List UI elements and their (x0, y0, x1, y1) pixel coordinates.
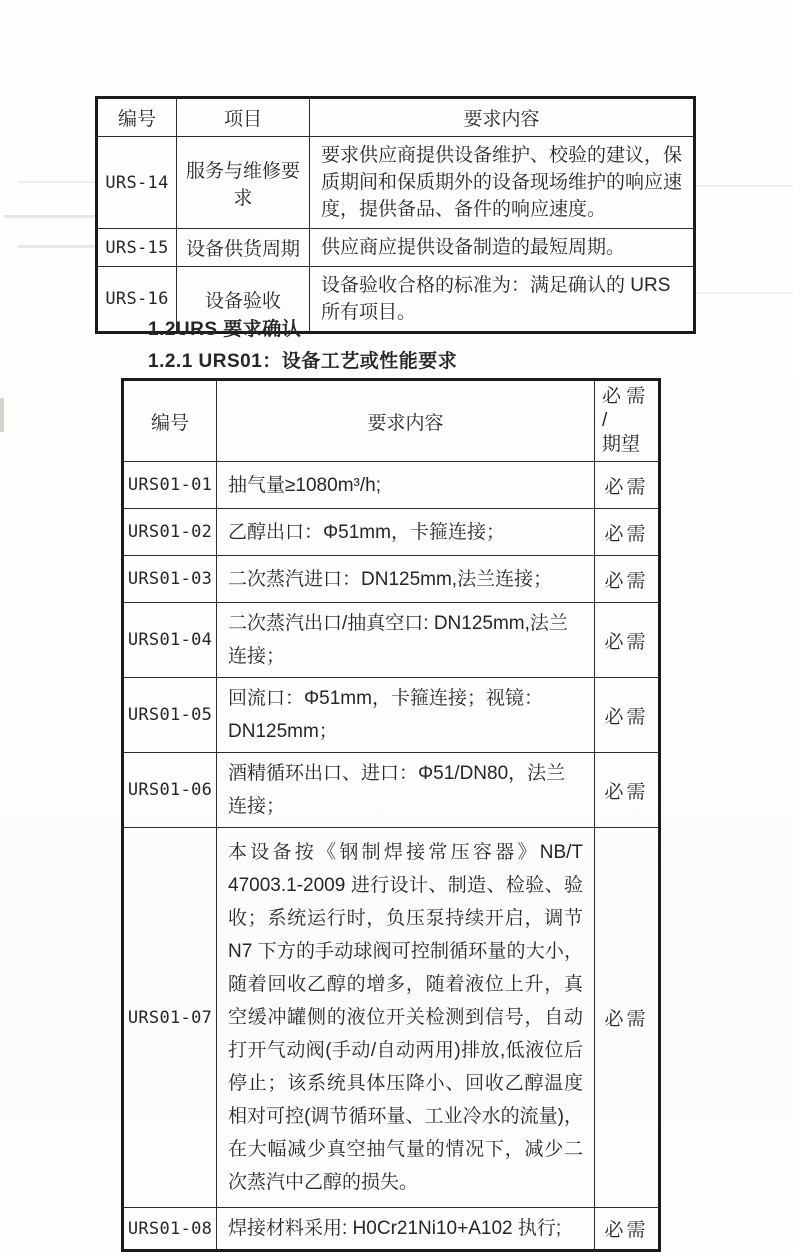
column-header-id: 编号 (97, 98, 177, 137)
column-header-id: 编号 (123, 380, 217, 462)
cell-row-id: URS-15 (97, 229, 177, 267)
table-header-row (123, 380, 660, 462)
urs-general-requirements-table (95, 96, 696, 334)
table-header-row (97, 98, 695, 137)
cell-need-flag: 必需 (595, 753, 660, 828)
cell-requirement-content: 抽气量≥1080m³/h; (217, 462, 595, 509)
need-header-line2: 期望 (602, 434, 641, 455)
scan-artifact-streak (693, 292, 793, 294)
cell-need-flag: 必需 (595, 603, 660, 678)
urs01-requirements-table (121, 378, 661, 1252)
table-row (123, 603, 660, 678)
cell-need-flag: 必需 (595, 678, 660, 753)
cell-need-flag: 必需 (595, 556, 660, 603)
column-header-item: 项目 (177, 98, 310, 137)
scan-artifact-streak (18, 181, 95, 183)
cell-requirement-content: 二次蒸汽进口：DN125mm,法兰连接； (217, 556, 595, 603)
cell-item: 设备验收 (177, 267, 310, 333)
cell-requirement-content: 酒精循环出口、进口：Φ51/DN80，法兰连接； (217, 753, 595, 828)
column-header-content: 要求内容 (217, 380, 595, 462)
cell-requirement-content: 要求供应商提供设备维护、校验的建议，保质期间和保质期外的设备现场维护的响应速度，提供备品、备件的响应速度。 (310, 137, 695, 229)
cell-requirement-content: 供应商应提供设备制造的最短周期。 (310, 229, 695, 267)
cell-row-id: URS01-07 (123, 828, 217, 1208)
column-header-content: 要求内容 (310, 98, 695, 137)
cell-need-flag: 必需 (595, 1208, 660, 1251)
column-header-need (595, 380, 660, 462)
table-row (123, 678, 660, 753)
section-heading: 1.2URS 要求确认 (148, 319, 302, 340)
cell-row-id: URS01-03 (123, 556, 217, 603)
cell-need-flag: 必需 (595, 828, 660, 1208)
cell-row-id: URS01-02 (123, 509, 217, 556)
table-row (123, 462, 660, 509)
cell-row-id: URS01-04 (123, 603, 217, 678)
subsection-heading: 1.2.1 URS01：设备工艺或性能要求 (148, 351, 458, 372)
cell-row-id: URS01-05 (123, 678, 217, 753)
cell-row-id: URS01-08 (123, 1208, 217, 1251)
need-header-line1: 必 需 / (602, 386, 646, 431)
cell-item: 设备供货周期 (177, 229, 310, 267)
scan-artifact-streak (4, 215, 95, 218)
scan-artifact-streak (693, 185, 793, 187)
cell-row-id: URS-14 (97, 137, 177, 229)
table-row (97, 229, 695, 267)
table-row (123, 828, 660, 1208)
cell-need-flag: 必需 (595, 462, 660, 509)
cell-requirement-content: 设备验收合格的标准为：满足确认的 URS 所有项目。 (310, 267, 695, 333)
cell-row-id: URS01-06 (123, 753, 217, 828)
table-row (123, 509, 660, 556)
cell-need-flag: 必需 (595, 509, 660, 556)
cell-row-id: URS01-01 (123, 462, 217, 509)
cell-requirement-content: 二次蒸汽出口/抽真空口: DN125mm,法兰连接； (217, 603, 595, 678)
cell-requirement-content: 焊接材料采用: H0Cr21Ni10+A102 执行; (217, 1208, 595, 1251)
cell-requirement-content: 乙醇出口：Φ51mm，卡箍连接； (217, 509, 595, 556)
cell-requirement-content: 本设备按《钢制焊接常压容器》NB/T 47003.1-2009 进行设计、制造、检验、验收；系统运行时，负压泵持续开启，调节 N7 下方的手动球阀可控制循环量的大小，随着回收乙醇的增多，随着液位上升，真空缓冲罐侧的液位开关检测到信号，自动打开气动阀(手动/自动两用)排放,低液位后停止；该系统具体压降小、回收乙醇温度相对可控(调节循环量、工业冷水的流量)，在大幅减少真空抽气量的情况下，减少二次蒸汽中乙醇的损失。 (217, 828, 595, 1208)
scan-artifact-streak (18, 245, 95, 248)
table-row (97, 137, 695, 229)
table-row (123, 1208, 660, 1251)
cell-requirement-content: 回流口：Φ51mm，卡箍连接；视镜：DN125mm； (217, 678, 595, 753)
cell-row-id: URS-16 (97, 267, 177, 333)
cell-item: 服务与维修要求 (177, 137, 310, 229)
table-row (123, 556, 660, 603)
table-row (123, 753, 660, 828)
scan-artifact-streak (0, 398, 4, 432)
